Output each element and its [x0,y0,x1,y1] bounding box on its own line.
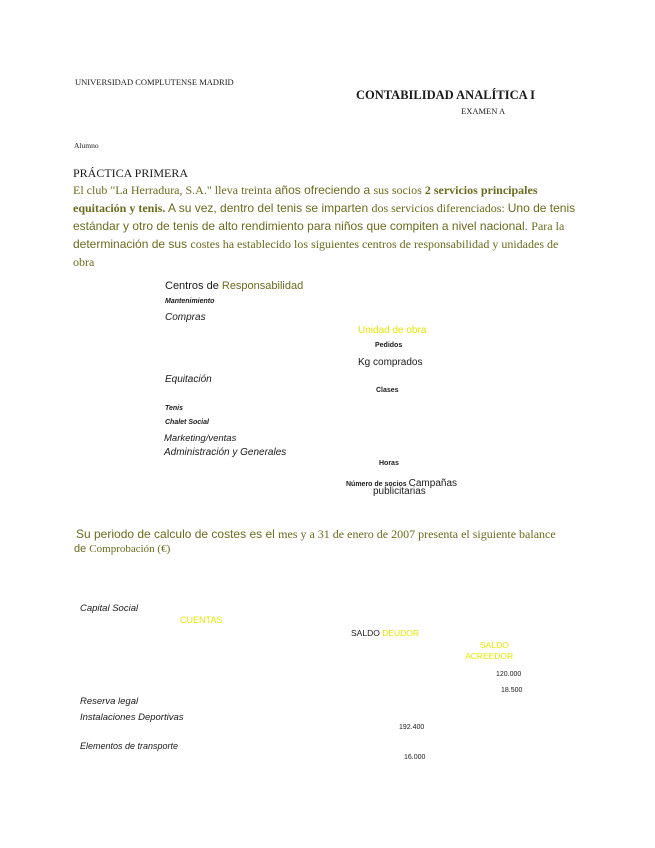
value-elementos: 16.000 [404,754,426,761]
centers-heading [165,280,303,292]
balance-intro-line2 [74,543,170,555]
balance-intro-part: Comprobación (€) [89,543,171,555]
intro-paragraph [73,181,578,271]
center-tenis: Tenis [165,405,184,412]
balance-intro-line1 [76,527,556,542]
unit-campanas: Campañas [408,478,457,489]
header-saldo-2: SALDO [480,640,509,650]
unit-kg: Kg comprados [358,357,423,368]
intro-part: Uno de tenis estándar y otro de tenis de alto rendimiento para niños que compiten a nivel nacional. [73,201,576,233]
intro-part: sus socios [373,183,425,197]
account-elementos-transporte: Elementos de transporte [80,741,179,751]
intro-part: A su vez, dentro del tenis se imparten [165,201,372,215]
header-saldo-deudor [351,628,419,638]
center-equitacion: Equitación [165,374,212,385]
intro-part: Para la [531,219,565,233]
unit-horas: Horas [379,460,399,467]
center-admin: Administración y Generales [164,447,287,458]
unit-pedidos: Pedidos [375,342,403,349]
student-label: Alumno [74,141,99,150]
center-marketing: Marketing/ventas [164,433,237,444]
value-instalaciones: 192.400 [399,724,425,731]
balance-intro-part: mes y a 31 de enero de 2007 presenta el siguiente balance [278,527,556,541]
intro-part: dos servicios diferenciados: [371,201,508,215]
intro-part: 2 servicios principales equitación y tenis. [73,183,538,215]
unit-header: Unidad de obra [358,325,427,336]
account-capital-social: Capital Social [80,603,139,614]
center-chalet: Chalet Social [165,419,209,426]
intro-part: años ofreciendo a [274,183,374,197]
unit-clases: Clases [376,387,399,394]
university-name: UNIVERSIDAD COMPLUTENSE MADRID [75,77,234,87]
balance-intro-part: de [74,543,90,555]
center-compras: Compras [165,312,206,323]
value-reserva: 18.500 [501,687,523,694]
practice-title: PRÁCTICA PRIMERA [73,166,189,180]
intro-part: El club "La Herradura, S.A." lleva treinta [73,183,275,197]
centers-heading-suffix: Responsabilidad [221,280,304,292]
center-mantenimiento: Mantenimiento [165,298,215,305]
header-deudor: DEUDOR [382,628,420,638]
course-title: CONTABILIDAD ANALÍTICA I [356,88,535,102]
header-saldo: SALDO [351,628,383,638]
balance-intro-part: es el [249,527,279,541]
exam-label: EXAMEN A [461,106,506,116]
account-instalaciones: Instalaciones Deportivas [80,712,184,723]
header-acreedor: ACREEDOR [465,651,514,661]
intro-part: determinación de sus [73,237,191,251]
value-capital: 120.000 [496,671,522,678]
centers-heading-prefix: Centros de [165,280,222,292]
account-reserva-legal: Reserva legal [80,696,139,707]
balance-intro-part: Su periodo de calculo de costes [76,527,250,541]
header-cuentas: CUENTAS [180,615,223,625]
unit-socios: Número de socios [346,481,409,488]
unit-publicitarias: publicitarias [373,486,426,497]
intro-part: costes ha establecido los siguientes centros de responsabilidad y unidades de obra [73,237,559,269]
